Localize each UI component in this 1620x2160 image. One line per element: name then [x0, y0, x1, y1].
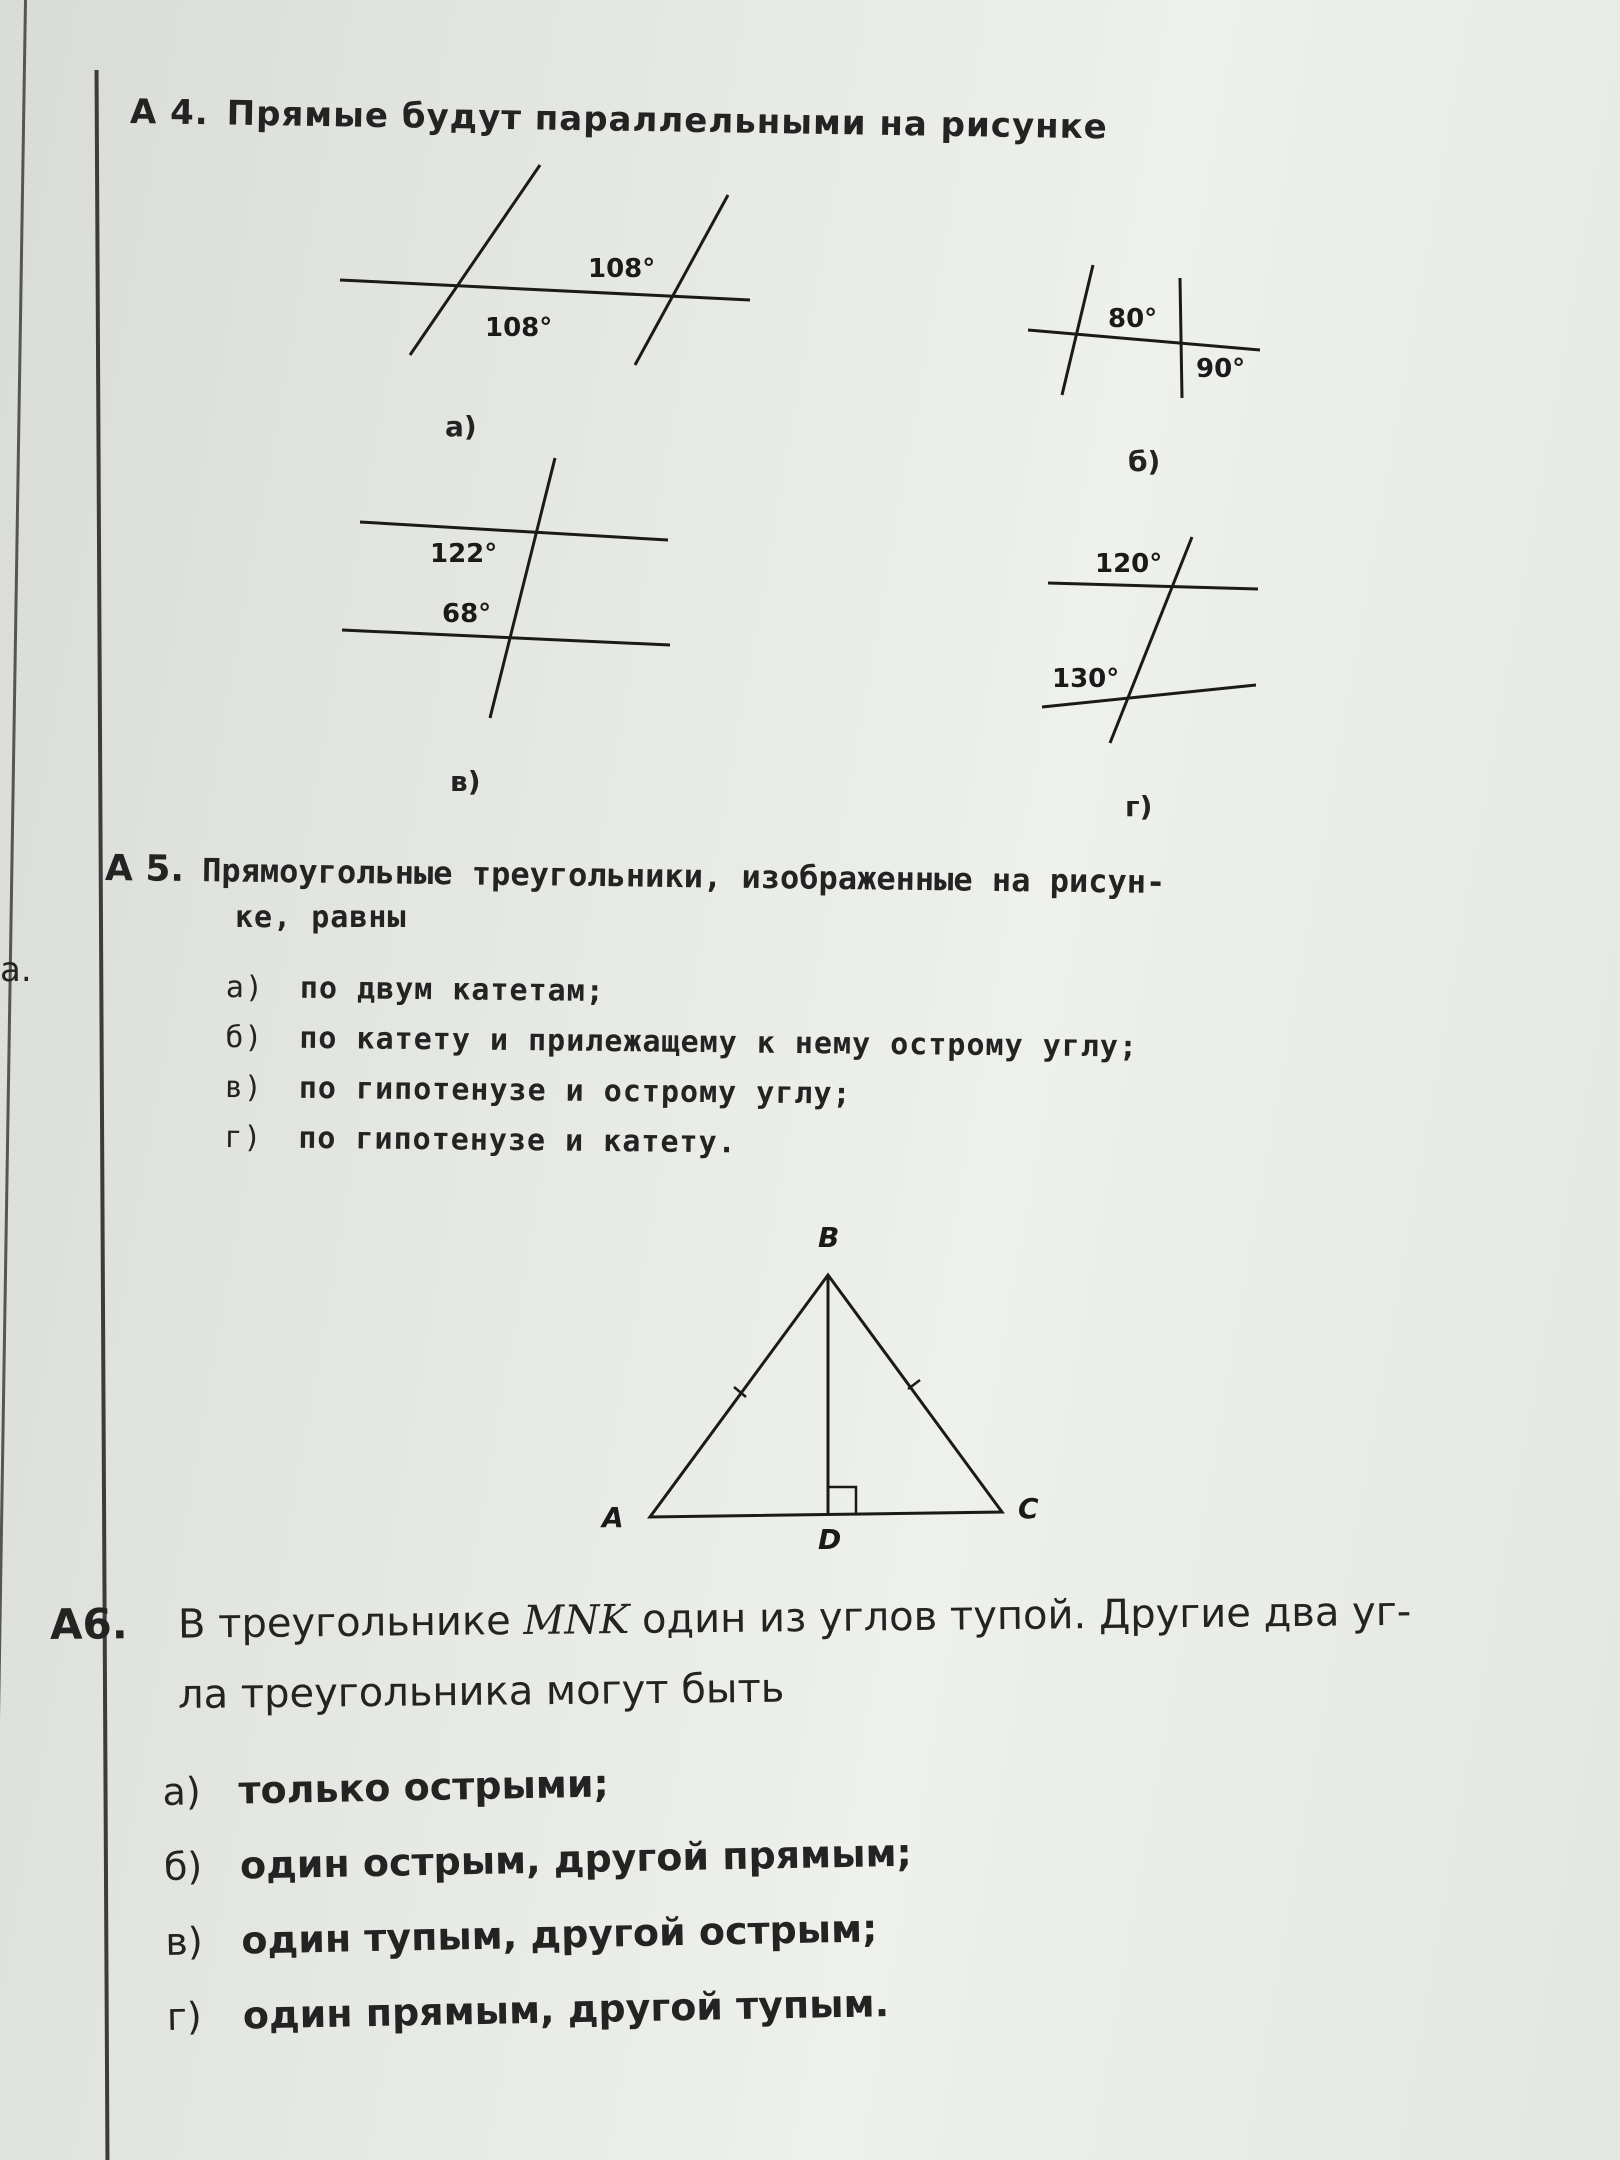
- figure-b-angle-1: 80°: [1108, 304, 1158, 334]
- label-c: C: [1018, 1492, 1039, 1525]
- label-b: B: [818, 1221, 840, 1254]
- a5-option: б) по катету и прилежащему к нему острому углу;: [225, 1020, 1139, 1065]
- figure-c-line-1: [360, 522, 668, 540]
- figure-b: [1020, 260, 1280, 410]
- a6-option: в) один тупым, другой острым;: [165, 1906, 878, 1964]
- figure-a-angle-1: 108°: [588, 254, 656, 284]
- margin-mark: а.: [0, 950, 32, 990]
- a5-title-line2: ке, равны: [235, 900, 407, 935]
- a6-triangle-name: MNK: [523, 1596, 630, 1645]
- figure-b-caption: б): [1128, 445, 1161, 478]
- a5-options: [224, 970, 1139, 1180]
- label-d: D: [818, 1523, 842, 1556]
- a6-number: А6.: [49, 1599, 128, 1649]
- figure-b-angle-2: 90°: [1196, 354, 1246, 384]
- a5-option: в) по гипотенузе и острому углу;: [224, 1070, 852, 1112]
- triangle-figure: [590, 1215, 1080, 1565]
- figure-a-caption: а): [445, 410, 477, 443]
- a6-heading-line2: ла треугольника могут быть: [177, 1665, 785, 1718]
- figure-d-line-1: [1048, 583, 1258, 589]
- figure-a-transversal: [340, 280, 750, 300]
- figure-c-angle-2: 68°: [442, 599, 492, 629]
- a6-heading-line1: А6. В треугольнике MNK один из углов тупой. Другие два уг-: [49, 1588, 1412, 1649]
- figure-a-angle-2: 108°: [485, 313, 553, 343]
- a4-title: Прямые будут параллельными на рисунке: [226, 93, 1109, 148]
- label-a: A: [602, 1501, 624, 1534]
- a6-option: б) один острым, другой прямым;: [163, 1830, 913, 1890]
- figure-c-transversal: [490, 458, 555, 718]
- figure-c-caption: в): [450, 765, 481, 798]
- figure-d-caption: г): [1125, 790, 1153, 823]
- figure-c-line-2: [342, 630, 670, 645]
- a6-options: [162, 1756, 915, 2070]
- triangle-abc: [650, 1275, 1002, 1517]
- a5-option: г) по гипотенузе и катету.: [224, 1119, 737, 1161]
- a5-number: А 5.: [104, 848, 185, 890]
- a5-title-line1: Прямоугольные треугольники, изображенные на рисун-: [201, 851, 1166, 901]
- figure-c: [330, 450, 700, 730]
- column-rule: [95, 70, 110, 2160]
- a6-option: г) один прямым, другой тупым.: [166, 1981, 890, 2039]
- figure-b-line-2: [1180, 278, 1182, 398]
- figure-d-angle-1: 120°: [1095, 549, 1163, 579]
- a4-number: А 4.: [129, 92, 210, 134]
- page-margin-line: [0, 0, 27, 2160]
- a5-option: а) по двум катетам;: [225, 970, 606, 1009]
- figure-d: [1030, 525, 1280, 755]
- figure-d-angle-2: 130°: [1052, 664, 1120, 694]
- figure-a: [330, 150, 770, 380]
- a4-heading: [130, 92, 1108, 147]
- figure-b-line-1: [1062, 265, 1093, 395]
- a5-heading-line1: [105, 848, 1166, 902]
- a6-option: а) только острыми;: [162, 1761, 610, 1815]
- right-angle-mark: [828, 1487, 856, 1514]
- figure-c-angle-1: 122°: [430, 539, 498, 569]
